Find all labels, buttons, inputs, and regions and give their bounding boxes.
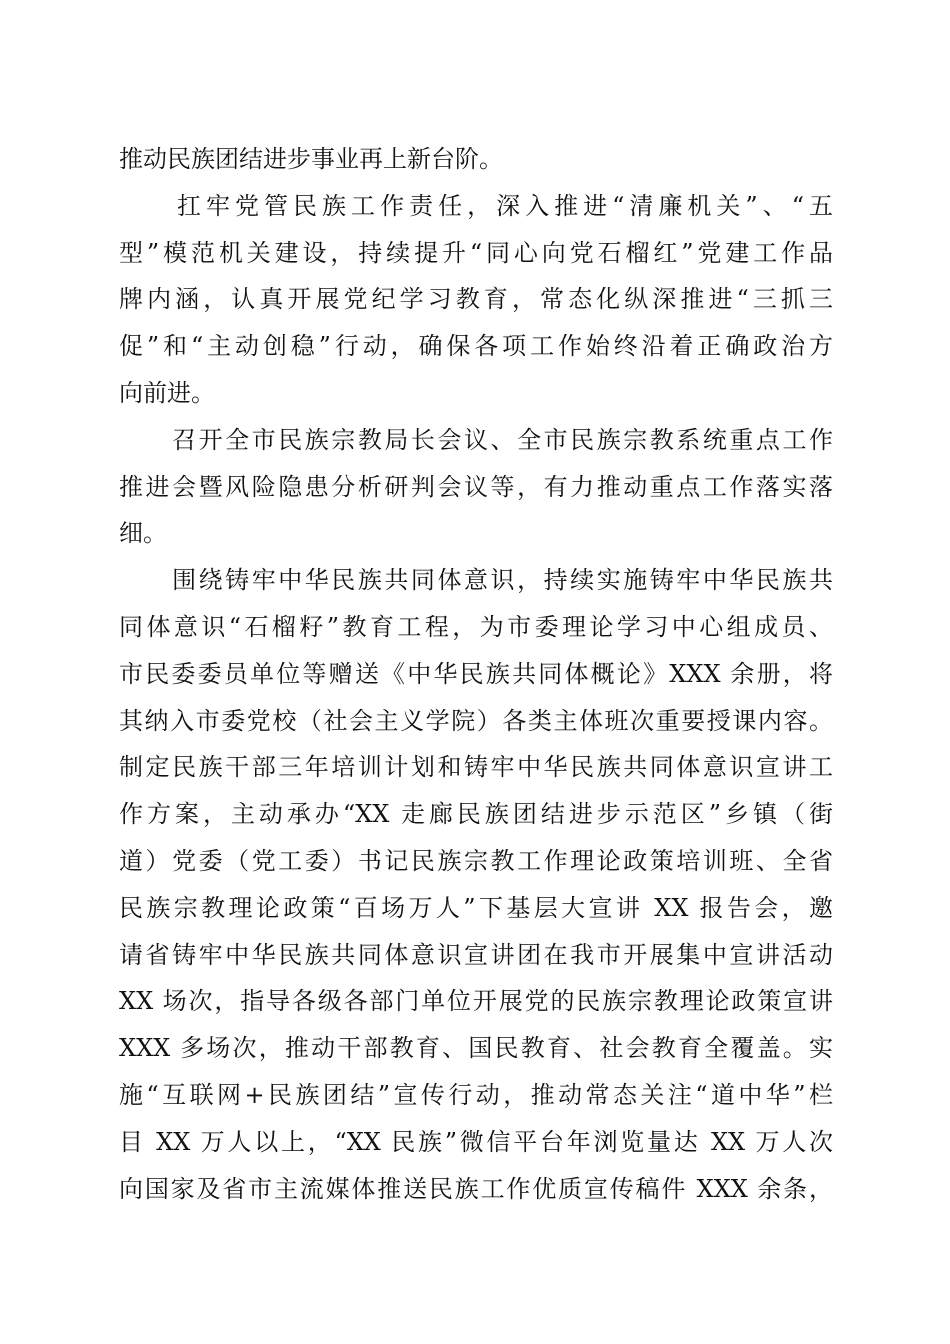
text-line: 请省铸牢中华民族共同体意识宣讲团在我市开展集中宣讲活动 [119, 940, 833, 969]
text-line: 其纳入市委党校（社会主义学院）各类主体班次重要授课内容。 [119, 706, 833, 735]
text-line: 召开全市民族宗教局长会议、全市民族宗教系统重点工作 [119, 425, 833, 454]
text-line: 同体意识“石榴籽”教育工程，为市委理论学习中心组成员、 [119, 612, 833, 641]
text-line: 向前进。 [119, 378, 215, 407]
text-line: 市民委委员单位等赠送《中华民族共同体概论》XXX 余册，将 [119, 659, 833, 688]
text-line: 作方案，主动承办“XX 走廊民族团结进步示范区”乡镇（街 [119, 800, 833, 829]
text-line: XXX 多场次，推动干部教育、国民教育、社会教育全覆盖。实 [119, 1034, 833, 1063]
text-line: 扛牢党管民族工作责任，深入推进“清廉机关”、“五 [119, 191, 833, 220]
text-line: 促”和“主动创稳”行动，确保各项工作始终沿着正确政治方 [119, 332, 833, 361]
text-line: 推动民族团结进步事业再上新台阶。 [119, 145, 503, 173]
text-line: XX 场次，指导各级各部门单位开展党的民族宗教理论政策宣讲 [119, 987, 833, 1016]
document-body [119, 136, 833, 1212]
text-line: 推进会暨风险隐患分析研判会议等，有力推动重点工作落实落 [119, 472, 833, 501]
text-line: 向国家及省市主流媒体推送民族工作优质宣传稿件 XXX 余条， [119, 1174, 833, 1203]
text-line: 细。 [119, 519, 167, 548]
text-line: 型”模范机关建设，持续提升“同心向党石榴红”党建工作品 [119, 238, 833, 267]
text-line: 道）党委（党工委）书记民族宗教工作理论政策培训班、全省 [119, 846, 833, 875]
text-line: 围绕铸牢中华民族共同体意识，持续实施铸牢中华民族共 [119, 566, 833, 595]
text-line: 施“互联网+民族团结”宣传行动，推动常态关注“道中华”栏 [119, 1080, 833, 1109]
text-line: 制定民族干部三年培训计划和铸牢中华民族共同体意识宣讲工 [119, 753, 833, 782]
text-line: 牌内涵，认真开展党纪学习教育，常态化纵深推进“三抓三 [119, 285, 833, 314]
text-line: 民族宗教理论政策“百场万人”下基层大宣讲 XX 报告会，邀 [119, 893, 833, 922]
text-line: 目 XX 万人以上，“XX 民族”微信平台年浏览量达 XX 万人次 [119, 1127, 833, 1156]
